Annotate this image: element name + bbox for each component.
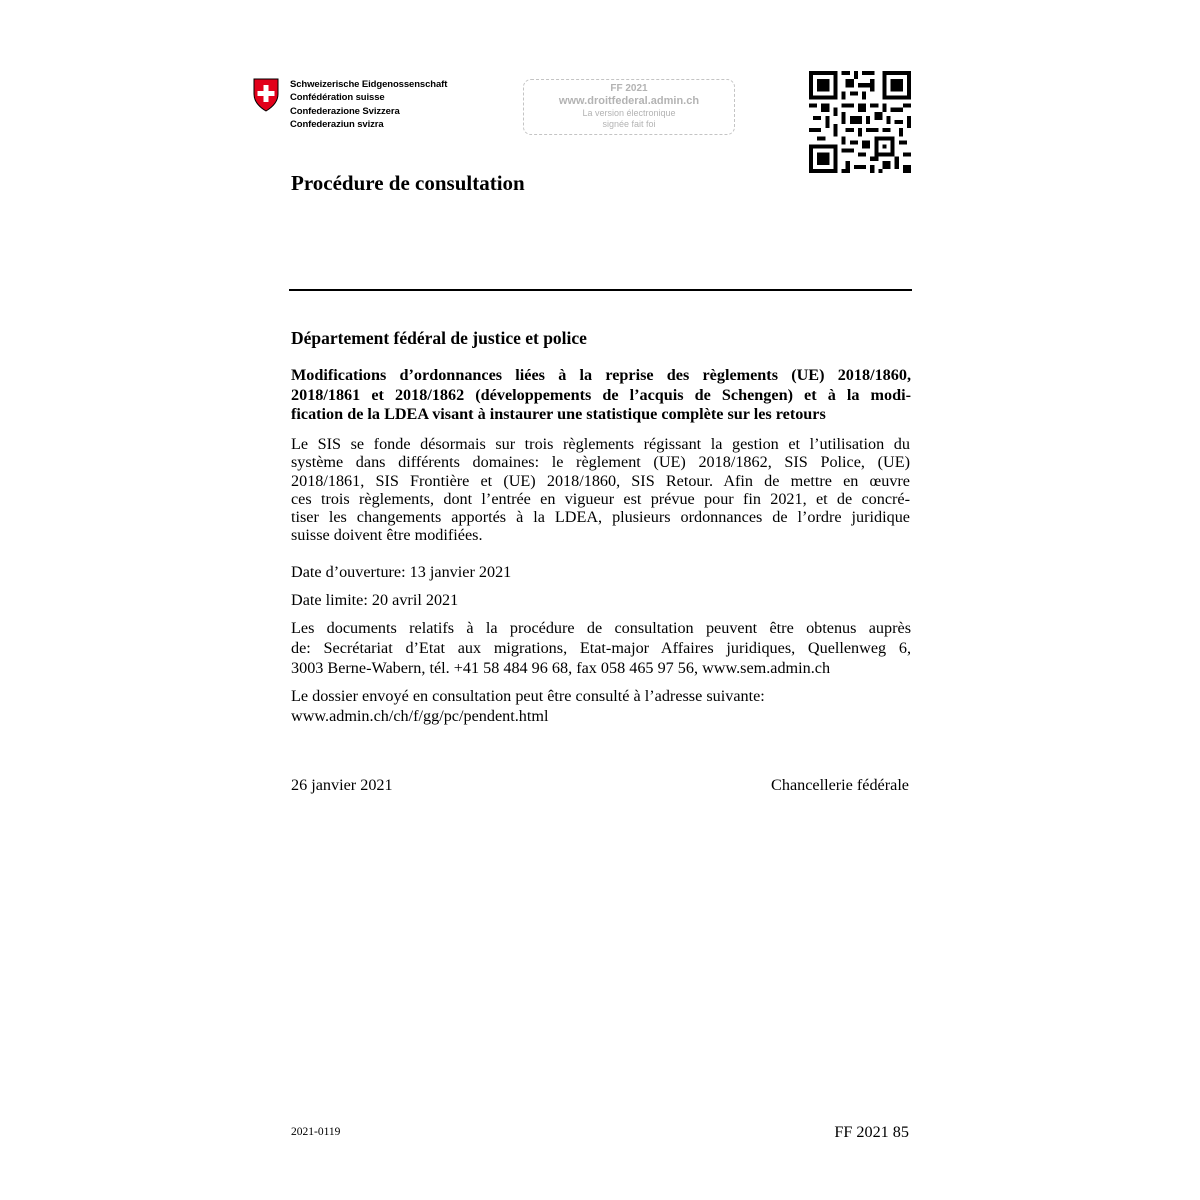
swiss-shield-icon — [252, 78, 280, 112]
body-line: ces trois règlements, dont l’entrée en vigueur est prévue pour fin 2021, et de concré- — [291, 489, 910, 508]
subject-heading — [291, 366, 911, 425]
subject-line: 2018/1861 et 2018/1862 (développements de l’acquis de Schengen) et à la modi- — [291, 385, 911, 404]
stamp-line-3: La version électronique — [582, 108, 676, 118]
subject-line: Modifications d’ordonnances liées à la reprise des règlements (UE) 2018/1860, — [291, 366, 911, 384]
qr-code-icon — [809, 71, 911, 173]
stamp-line-2: www.droitfederal.admin.ch — [558, 95, 700, 107]
federal-logo — [252, 78, 462, 138]
deadline-date: Date limite: 20 avril 2021 — [291, 591, 459, 609]
department-heading: Département fédéral de justice et police — [291, 328, 587, 348]
federation-name-fr: Confédération suisse — [290, 92, 385, 104]
body-paragraph — [291, 435, 910, 545]
body-line: 2018/1861, SIS Frontière et (UE) 2018/1860, SIS Retour. Afin de mettre en œuvre — [291, 471, 910, 490]
body-line: suisse doivent être modifiées. — [291, 526, 483, 545]
federation-name-rm: Confederaziun svizra — [290, 119, 384, 131]
federation-name-de: Schweizerische Eidgenossenschaft — [290, 79, 448, 90]
documents-paragraph — [291, 619, 911, 678]
dossier-paragraph — [291, 687, 911, 727]
dossier-link: www.admin.ch/ch/f/gg/pc/pendent.html — [291, 706, 549, 725]
body-line: tiser les changements apportés à la LDEA, plusieurs ordonnances de l’ordre juridique — [291, 508, 910, 527]
electronic-version-stamp — [523, 79, 735, 135]
dossier-line: Le dossier envoyé en consultation peut être consulté à l’adresse suivante: — [291, 687, 765, 705]
signature-authority: Chancellerie fédérale — [771, 776, 909, 794]
documents-line: 3003 Berne-Wabern, tél. +41 58 484 96 68, fax 058 465 97 56, www.sem.admin.ch — [291, 658, 831, 677]
subject-line: fication de la LDEA visant à instaurer une statistique complète sur les retours — [291, 405, 826, 424]
page-title: Procédure de consultation — [291, 171, 525, 195]
body-line: système dans différents domaines: le règlement (UE) 2018/1862, SIS Police, (UE) — [291, 453, 910, 472]
page-reference: FF 2021 85 — [834, 1123, 909, 1141]
document-number: 2021-0119 — [291, 1126, 341, 1138]
stamp-line-4: signée fait foi — [602, 119, 656, 129]
signature-date: 26 janvier 2021 — [291, 776, 393, 794]
opening-date: Date d’ouverture: 13 janvier 2021 — [291, 563, 512, 581]
body-line: Le SIS se fonde désormais sur trois règlements régissant la gestion et l’utilisation du — [291, 435, 910, 453]
documents-line: de: Secrétariat d’Etat aux migrations, Etat-major Affaires juridiques, Quellenweg 6, — [291, 638, 911, 657]
federation-names — [290, 78, 447, 132]
federation-name-it: Confederazione Svizzera — [290, 105, 400, 117]
documents-line: Les documents relatifs à la procédure de consultation peuvent être obtenus auprès — [291, 619, 911, 637]
stamp-line-1: FF 2021 — [610, 83, 648, 94]
title-divider — [289, 289, 912, 291]
